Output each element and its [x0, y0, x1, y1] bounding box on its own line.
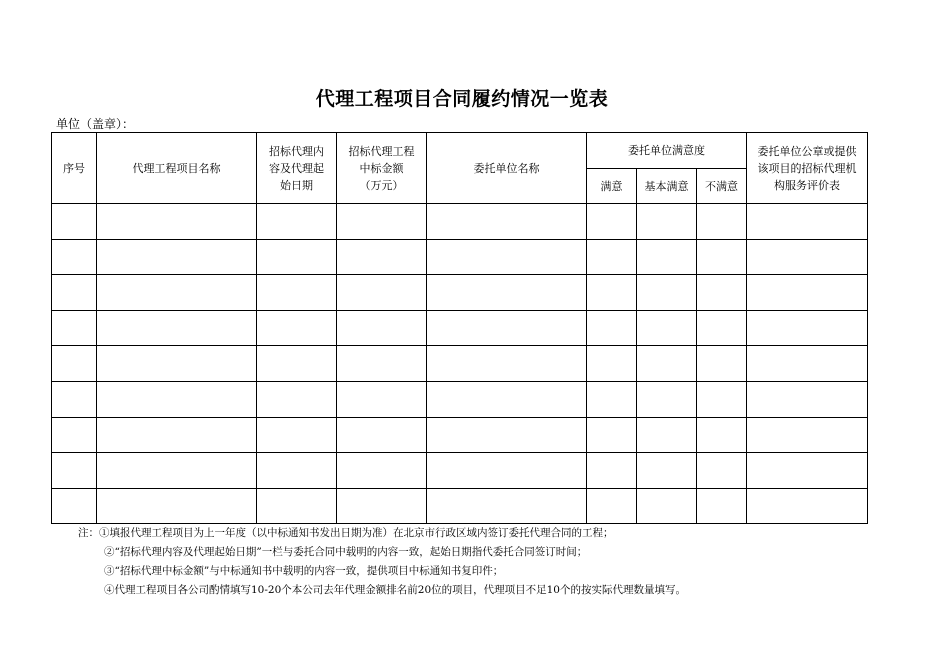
table-cell[interactable] [52, 204, 97, 240]
table-cell[interactable] [427, 204, 587, 240]
table-cell[interactable] [52, 453, 97, 489]
table-row [52, 239, 868, 275]
table-cell[interactable] [97, 346, 257, 382]
table-cell[interactable] [97, 204, 257, 240]
header-amount: 招标代理工程 中标金额 （万元） [337, 133, 427, 204]
table-cell[interactable] [697, 204, 747, 240]
table-cell[interactable] [257, 453, 337, 489]
table-cell[interactable] [637, 310, 697, 346]
table-cell[interactable] [257, 275, 337, 311]
table-cell[interactable] [587, 346, 637, 382]
table-cell[interactable] [587, 310, 637, 346]
table-cell[interactable] [587, 204, 637, 240]
table-cell[interactable] [427, 488, 587, 524]
table-cell[interactable] [637, 275, 697, 311]
table-cell[interactable] [637, 204, 697, 240]
table-cell[interactable] [427, 275, 587, 311]
table-cell[interactable] [427, 310, 587, 346]
table-body [52, 204, 868, 524]
table-cell[interactable] [337, 381, 427, 417]
table-cell[interactable] [337, 417, 427, 453]
table-cell[interactable] [97, 488, 257, 524]
table-cell[interactable] [747, 346, 868, 382]
table-cell[interactable] [337, 275, 427, 311]
table-cell[interactable] [587, 239, 637, 275]
table-cell[interactable] [697, 381, 747, 417]
table-cell[interactable] [587, 453, 637, 489]
table-cell[interactable] [427, 417, 587, 453]
table-cell[interactable] [747, 239, 868, 275]
table-cell[interactable] [427, 381, 587, 417]
table-cell[interactable] [637, 346, 697, 382]
table-cell[interactable] [52, 488, 97, 524]
table-cell[interactable] [337, 453, 427, 489]
table-cell[interactable] [637, 453, 697, 489]
table-cell[interactable] [52, 417, 97, 453]
table-cell[interactable] [697, 417, 747, 453]
table-cell[interactable] [52, 346, 97, 382]
table-cell[interactable] [747, 488, 868, 524]
note-line-2: ②“招标代理内容及代理起始日期”一栏与委托合同中载明的内容一致，起始日期指代委托合同签订时间； [104, 546, 588, 558]
table-cell[interactable] [427, 346, 587, 382]
table-cell[interactable] [637, 381, 697, 417]
performance-table [51, 132, 868, 524]
page-title: 代理工程项目合同履约情况一览表 [315, 88, 609, 110]
note-line-3: ③“招标代理中标金额”与中标通知书中载明的内容一致，提供项目中标通知书复印件； [104, 565, 504, 577]
table-cell[interactable] [97, 310, 257, 346]
table-cell[interactable] [427, 239, 587, 275]
unit-seal-label: 单位（盖章）： [56, 117, 135, 131]
table-cell[interactable] [697, 310, 747, 346]
table-cell[interactable] [337, 488, 427, 524]
table-cell[interactable] [257, 381, 337, 417]
table-cell[interactable] [52, 310, 97, 346]
table-cell[interactable] [637, 488, 697, 524]
table-cell[interactable] [427, 453, 587, 489]
table-cell[interactable] [337, 204, 427, 240]
table-cell[interactable] [97, 275, 257, 311]
table-row [52, 417, 868, 453]
table-cell[interactable] [337, 310, 427, 346]
header-satisfied: 满意 [587, 169, 637, 204]
header-seq: 序号 [52, 133, 97, 204]
table-cell[interactable] [697, 488, 747, 524]
table-cell[interactable] [747, 381, 868, 417]
table-cell[interactable] [52, 381, 97, 417]
table-cell[interactable] [337, 239, 427, 275]
table-cell[interactable] [697, 275, 747, 311]
table-cell[interactable] [257, 417, 337, 453]
table-cell[interactable] [637, 417, 697, 453]
table-cell[interactable] [637, 239, 697, 275]
table-row [52, 488, 868, 524]
header-client-name: 委托单位名称 [427, 133, 587, 204]
notes-prefix: 注： [78, 527, 99, 539]
table-cell[interactable] [257, 346, 337, 382]
header-content-date: 招标代理内 容及代理起 始日期 [257, 133, 337, 204]
table-cell[interactable] [747, 275, 868, 311]
table-cell[interactable] [97, 453, 257, 489]
table-cell[interactable] [697, 346, 747, 382]
table-cell[interactable] [747, 417, 868, 453]
table-cell[interactable] [697, 453, 747, 489]
header-project-name: 代理工程项目名称 [97, 133, 257, 204]
table-cell[interactable] [587, 488, 637, 524]
note-line-1: 注：①填报代理工程项目为上一年度（以中标通知书发出日期为准）在北京市行政区域内签订委托代理合同的工程； [78, 527, 614, 539]
header-satisfaction-group: 委托单位满意度 [587, 133, 747, 169]
table-cell[interactable] [337, 346, 427, 382]
table-cell[interactable] [97, 239, 257, 275]
table-row [52, 204, 868, 240]
table-cell[interactable] [747, 204, 868, 240]
table-cell[interactable] [52, 275, 97, 311]
table-cell[interactable] [257, 204, 337, 240]
table-cell[interactable] [97, 381, 257, 417]
table-cell[interactable] [257, 488, 337, 524]
table-cell[interactable] [587, 417, 637, 453]
table-cell[interactable] [747, 453, 868, 489]
table-row [52, 381, 868, 417]
table-cell[interactable] [587, 275, 637, 311]
header-basically-satisfied: 基本满意 [637, 169, 697, 204]
table-cell[interactable] [257, 239, 337, 275]
notes [78, 524, 686, 600]
table-cell[interactable] [97, 417, 257, 453]
header-unsatisfied: 不满意 [697, 169, 747, 204]
table-cell[interactable] [587, 381, 637, 417]
table-row [52, 275, 868, 311]
table-row [52, 453, 868, 489]
table-cell[interactable] [52, 239, 97, 275]
table-cell[interactable] [257, 310, 337, 346]
table-row [52, 310, 868, 346]
table-row [52, 346, 868, 382]
header-evaluation: 委托单位公章或提供 该项目的招标代理机 构服务评价表 [747, 133, 868, 204]
note-line-4: ④代理工程项目各公司酌情填写10-20个本公司去年代理金额排名前20位的项目，代理项目不足10个的按实际代理数量填写。 [104, 584, 686, 596]
table-cell[interactable] [697, 239, 747, 275]
table-cell[interactable] [747, 310, 868, 346]
